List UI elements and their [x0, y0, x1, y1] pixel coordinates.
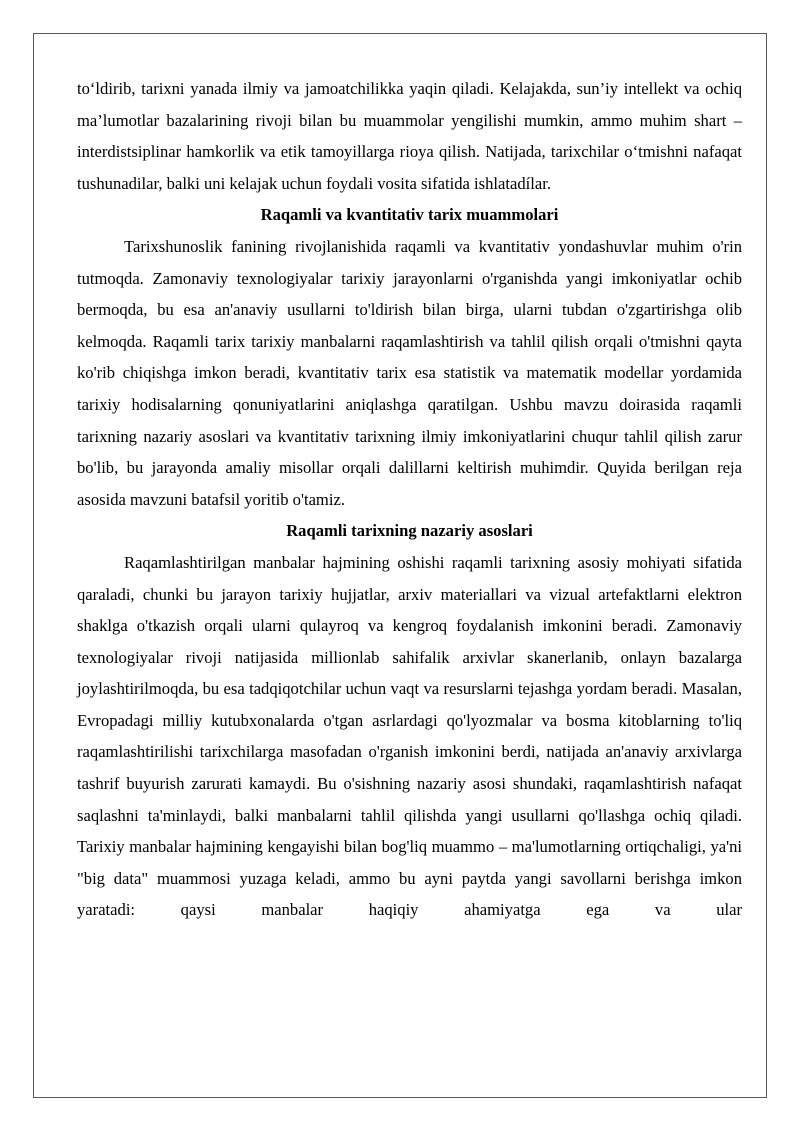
section-heading-digital-quantitative-problems: Raqamli va kvantitativ tarix muammolari — [260, 205, 559, 225]
document-body — [77, 73, 742, 926]
section2-paragraph: Raqamlashtirilgan manbalar hajmining oshishi raqamli tarixning asosiy mohiyati sifatida qaraladi, chunki bu jarayon tarixiy hujjatlar, arxiv materiallari va vizual artefaktlarni elektron shaklga o'tkazish orqali ularni qulayroq va kengroq foydalanish imkonini beradi. Zamonaviy texnologiyalar rivoji natijasida millionlab sahifalik arxivlar skanerlanib, onlayn bazalarga joylashtirilmoqda, bu esa tadqiqotchilar uchun vaqt va resurslarni tejashga yordam beradi. Masalan, Evropadagi milliy kutubxonalarda o'tgan asrlardagi qo'lyozmalar va bosma kitoblarning to'liq raqamlashtirilishi tarixchilarga masofadan o'rganish imkonini berdi, natijada an'anaviy arxivlarga tashrif buyurish zarurati kamaydi. Bu o'sishning nazariy asosi shundaki, raqamlashtirish nafaqat saqlashni ta'minlaydi, balki manbalarni tahlil qilishda yangi usullarni qo'llashga ochiq qiladi. Tarixiy manbalar hajmining kengayishi bilan bog'liq muammo – ma'lumotlarning ortiqchaligi, ya'ni "big data" muammosi yuzaga keladi, ammo bu ayni paytda yangi savollarni berishga imkon yaratadi: qaysi manbalar haqiqiy ahamiyatga ega va ular — [77, 552, 742, 920]
section1-paragraph: Tarixshunoslik fanining rivojlanishida raqamli va kvantitativ yondashuvlar muhim o'rin tutmoqda. Zamonaviy texnologiyalar tarixiy jarayonlarni o'rganishda yangi imkoniyatlar ochib bermoqda, bu esa an'anaviy usullarni to'ldirish bilan birga, ularni tubdan o'zgartirishga olib kelmoqda. Raqamli tarix tarixiy manbalarni raqamlashtirish va tahlil qilish orqali o'tmishni qayta ko'rib chiqishga imkon beradi, kvantitativ tarix esa statistik va matematik modellar yordamida tarixiy hodisalarning qonuniyatlarini aniqlashga qaratilgan. Ushbu mavzu doirasida raqamli tarixning nazariy asoslari va kvantitativ tarixning ilmiy imkoniyatlarini chuqur tahlil qilish zarur bo'lib, bu jarayonda amaliy misollar orqali dalillarni keltirish muhimdir. Quyida berilgan reja asosida mavzuni batafsil yoritib o'tamiz. — [77, 236, 742, 509]
intro-paragraph: to‘ldirib, tarixni yanada ilmiy va jamoatchilikka yaqin qiladi. Kelajakda, sun’iy intellekt va ochiq ma’lumotlar bazalarining rivoji bilan bu muammolar yengilishi mumkin, ammo muhim shart – interdistsiplinar hamkorlik va etik tamoyillarga rioya qilish. Natijada, tarixchilar o‘tmishni nafaqat tushunadilar, balki uni kelajak uchun foydali vosita sifatida ishlatadílar. — [77, 79, 742, 193]
section-heading-theoretical-foundations: Raqamli tarixning nazariy asoslari — [286, 521, 533, 541]
